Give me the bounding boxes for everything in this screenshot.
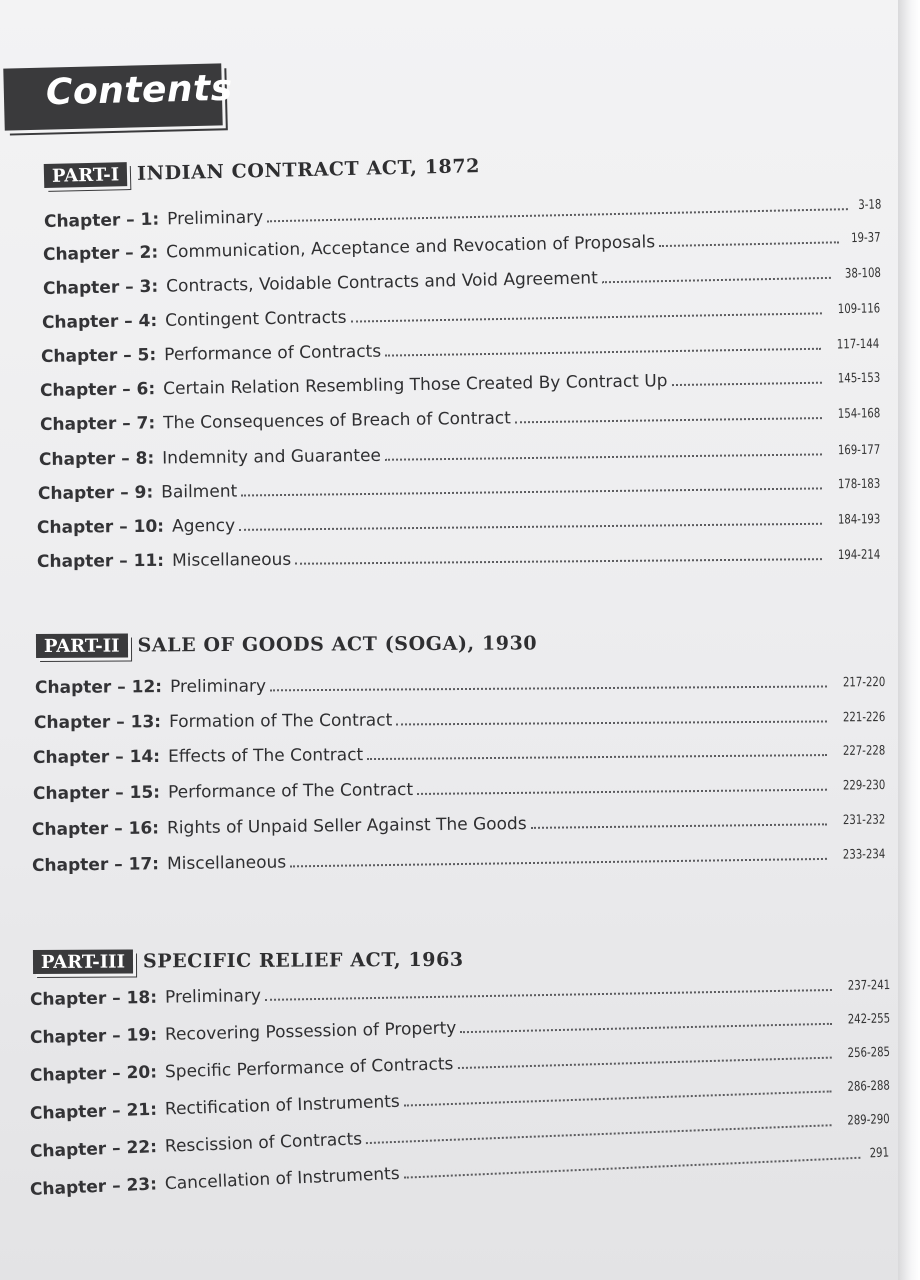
chapter-number: Chapter – 7: <box>39 413 156 435</box>
chapter-number: Chapter – 8: <box>38 448 155 470</box>
page-edge <box>898 0 920 1280</box>
dot-leader <box>239 522 822 531</box>
chapter-number: Chapter – 9: <box>37 482 154 504</box>
chapter-number: Chapter – 16: <box>31 818 160 840</box>
chapter-title: Recovering Possession of Property <box>164 1018 457 1045</box>
dot-leader <box>241 486 821 496</box>
chapter-number: Chapter – 5: <box>40 345 157 367</box>
chapter-number: Chapter – 13: <box>33 712 162 733</box>
chapter-title: Specific Performance of Contracts <box>164 1054 454 1083</box>
chapter-number: Chapter – 12: <box>34 677 163 698</box>
chapter-number: Chapter – 4: <box>41 310 158 333</box>
dot-leader <box>531 822 827 829</box>
part-badge: PART-II <box>36 634 128 658</box>
dot-leader <box>515 416 822 423</box>
page-range: 221-226 <box>842 710 886 726</box>
chapter-title: Formation of The Contract <box>168 710 393 733</box>
page-range: 237-241 <box>847 977 891 994</box>
page-range: 3-18 <box>858 197 882 213</box>
page-range: 286-288 <box>846 1078 890 1095</box>
chapter-number: Chapter – 10: <box>36 516 165 538</box>
part-title: SALE OF GOODS ACT (SOGA), 1930 <box>137 632 538 657</box>
dot-leader <box>295 557 821 565</box>
chapter-title: Bailment <box>161 481 238 503</box>
chapter-title: Preliminary <box>169 676 267 698</box>
page-range: 178-183 <box>837 476 881 493</box>
page-range: 291 <box>869 1145 890 1162</box>
chapter-number: Chapter – 21: <box>29 1099 158 1124</box>
chapter-title: Rectification of Instruments <box>164 1091 401 1120</box>
page-range: 169-177 <box>837 442 881 459</box>
page-range: 233-234 <box>842 847 886 863</box>
dot-leader <box>270 684 827 691</box>
page-range: 231-232 <box>842 812 886 829</box>
part-title: SPECIFIC RELIEF ACT, 1963 <box>142 948 464 973</box>
part-badge: PART-I <box>44 162 128 188</box>
chapter-title: Contingent Contracts <box>165 307 347 331</box>
dot-leader <box>396 719 826 725</box>
chapter-title: Effects of The Contract <box>167 745 364 767</box>
dot-leader <box>385 452 822 460</box>
chapter-number: Chapter – 17: <box>31 854 160 876</box>
chapter-title: The Consequences of Breach of Contract <box>163 408 511 434</box>
chapter-number: Chapter – 2: <box>42 242 159 265</box>
chapter-number: Chapter – 6: <box>39 379 156 401</box>
page-range: 217-220 <box>842 675 886 691</box>
chapter-number: Chapter – 3: <box>42 276 159 299</box>
chapter-title: Preliminary <box>166 207 264 230</box>
chapter-title: Agency <box>171 515 236 537</box>
chapter-number: Chapter – 19: <box>29 1025 158 1048</box>
chapter-title: Contracts, Voidable Contracts and Void Agreement <box>166 268 598 297</box>
chapter-number: Chapter – 11: <box>36 550 165 572</box>
page-range: 38-108 <box>844 265 881 282</box>
contents-heading: Contents <box>45 67 234 114</box>
chapter-title: Preliminary <box>164 985 262 1008</box>
part-heading <box>36 631 537 658</box>
chapter-title: Cancellation of Instruments <box>164 1163 401 1195</box>
chapter-number: Chapter – 23: <box>29 1174 158 1200</box>
part-badge: PART-III <box>33 949 133 974</box>
page-range: 145-153 <box>837 370 881 387</box>
dot-leader <box>367 753 826 760</box>
chapter-title: Communication, Acceptance and Revocation of Proposals <box>165 232 656 263</box>
chapter-title: Performance of Contracts <box>164 341 382 366</box>
chapter-number: Chapter – 22: <box>29 1137 158 1162</box>
chapter-title: Performance of The Contract <box>167 780 414 803</box>
page-range: 227-228 <box>842 743 886 759</box>
dot-leader <box>290 857 826 867</box>
dot-leader <box>602 276 831 283</box>
chapter-number: Chapter – 14: <box>32 746 161 768</box>
dot-leader <box>417 788 827 795</box>
dot-leader <box>672 381 822 386</box>
page-range: 184-193 <box>837 512 881 528</box>
chapter-number: Chapter – 15: <box>32 782 161 804</box>
chapter-number: Chapter – 20: <box>29 1062 158 1086</box>
chapter-title: Indemnity and Guarantee <box>162 445 382 469</box>
chapter-number: Chapter – 1: <box>43 209 160 232</box>
chapter-title: Miscellaneous <box>166 852 287 875</box>
chapter-number: Chapter – 18: <box>29 987 158 1010</box>
dot-leader <box>385 347 821 357</box>
page-range: 256-285 <box>847 1044 890 1062</box>
part-title: INDIAN CONTRACT ACT, 1872 <box>136 155 481 185</box>
page-range: 109-116 <box>837 301 881 318</box>
page-range: 242-255 <box>847 1011 890 1028</box>
chapter-title: Miscellaneous <box>171 549 292 571</box>
page-range: 117-144 <box>836 336 880 353</box>
page-range: 229-230 <box>842 778 886 794</box>
part-heading <box>33 948 464 974</box>
dot-leader <box>659 240 839 247</box>
page-range: 194-214 <box>837 547 881 564</box>
page-range: 154-168 <box>837 406 881 422</box>
page-range: 19-37 <box>851 230 881 247</box>
chapter-title: Rights of Unpaid Seller Against The Goods <box>166 813 527 839</box>
page-range: 289-290 <box>846 1111 890 1129</box>
chapter-title: Rescission of Contracts <box>164 1129 363 1157</box>
chapter-title: Certain Relation Resembling Those Created By Contract Up <box>163 371 668 400</box>
